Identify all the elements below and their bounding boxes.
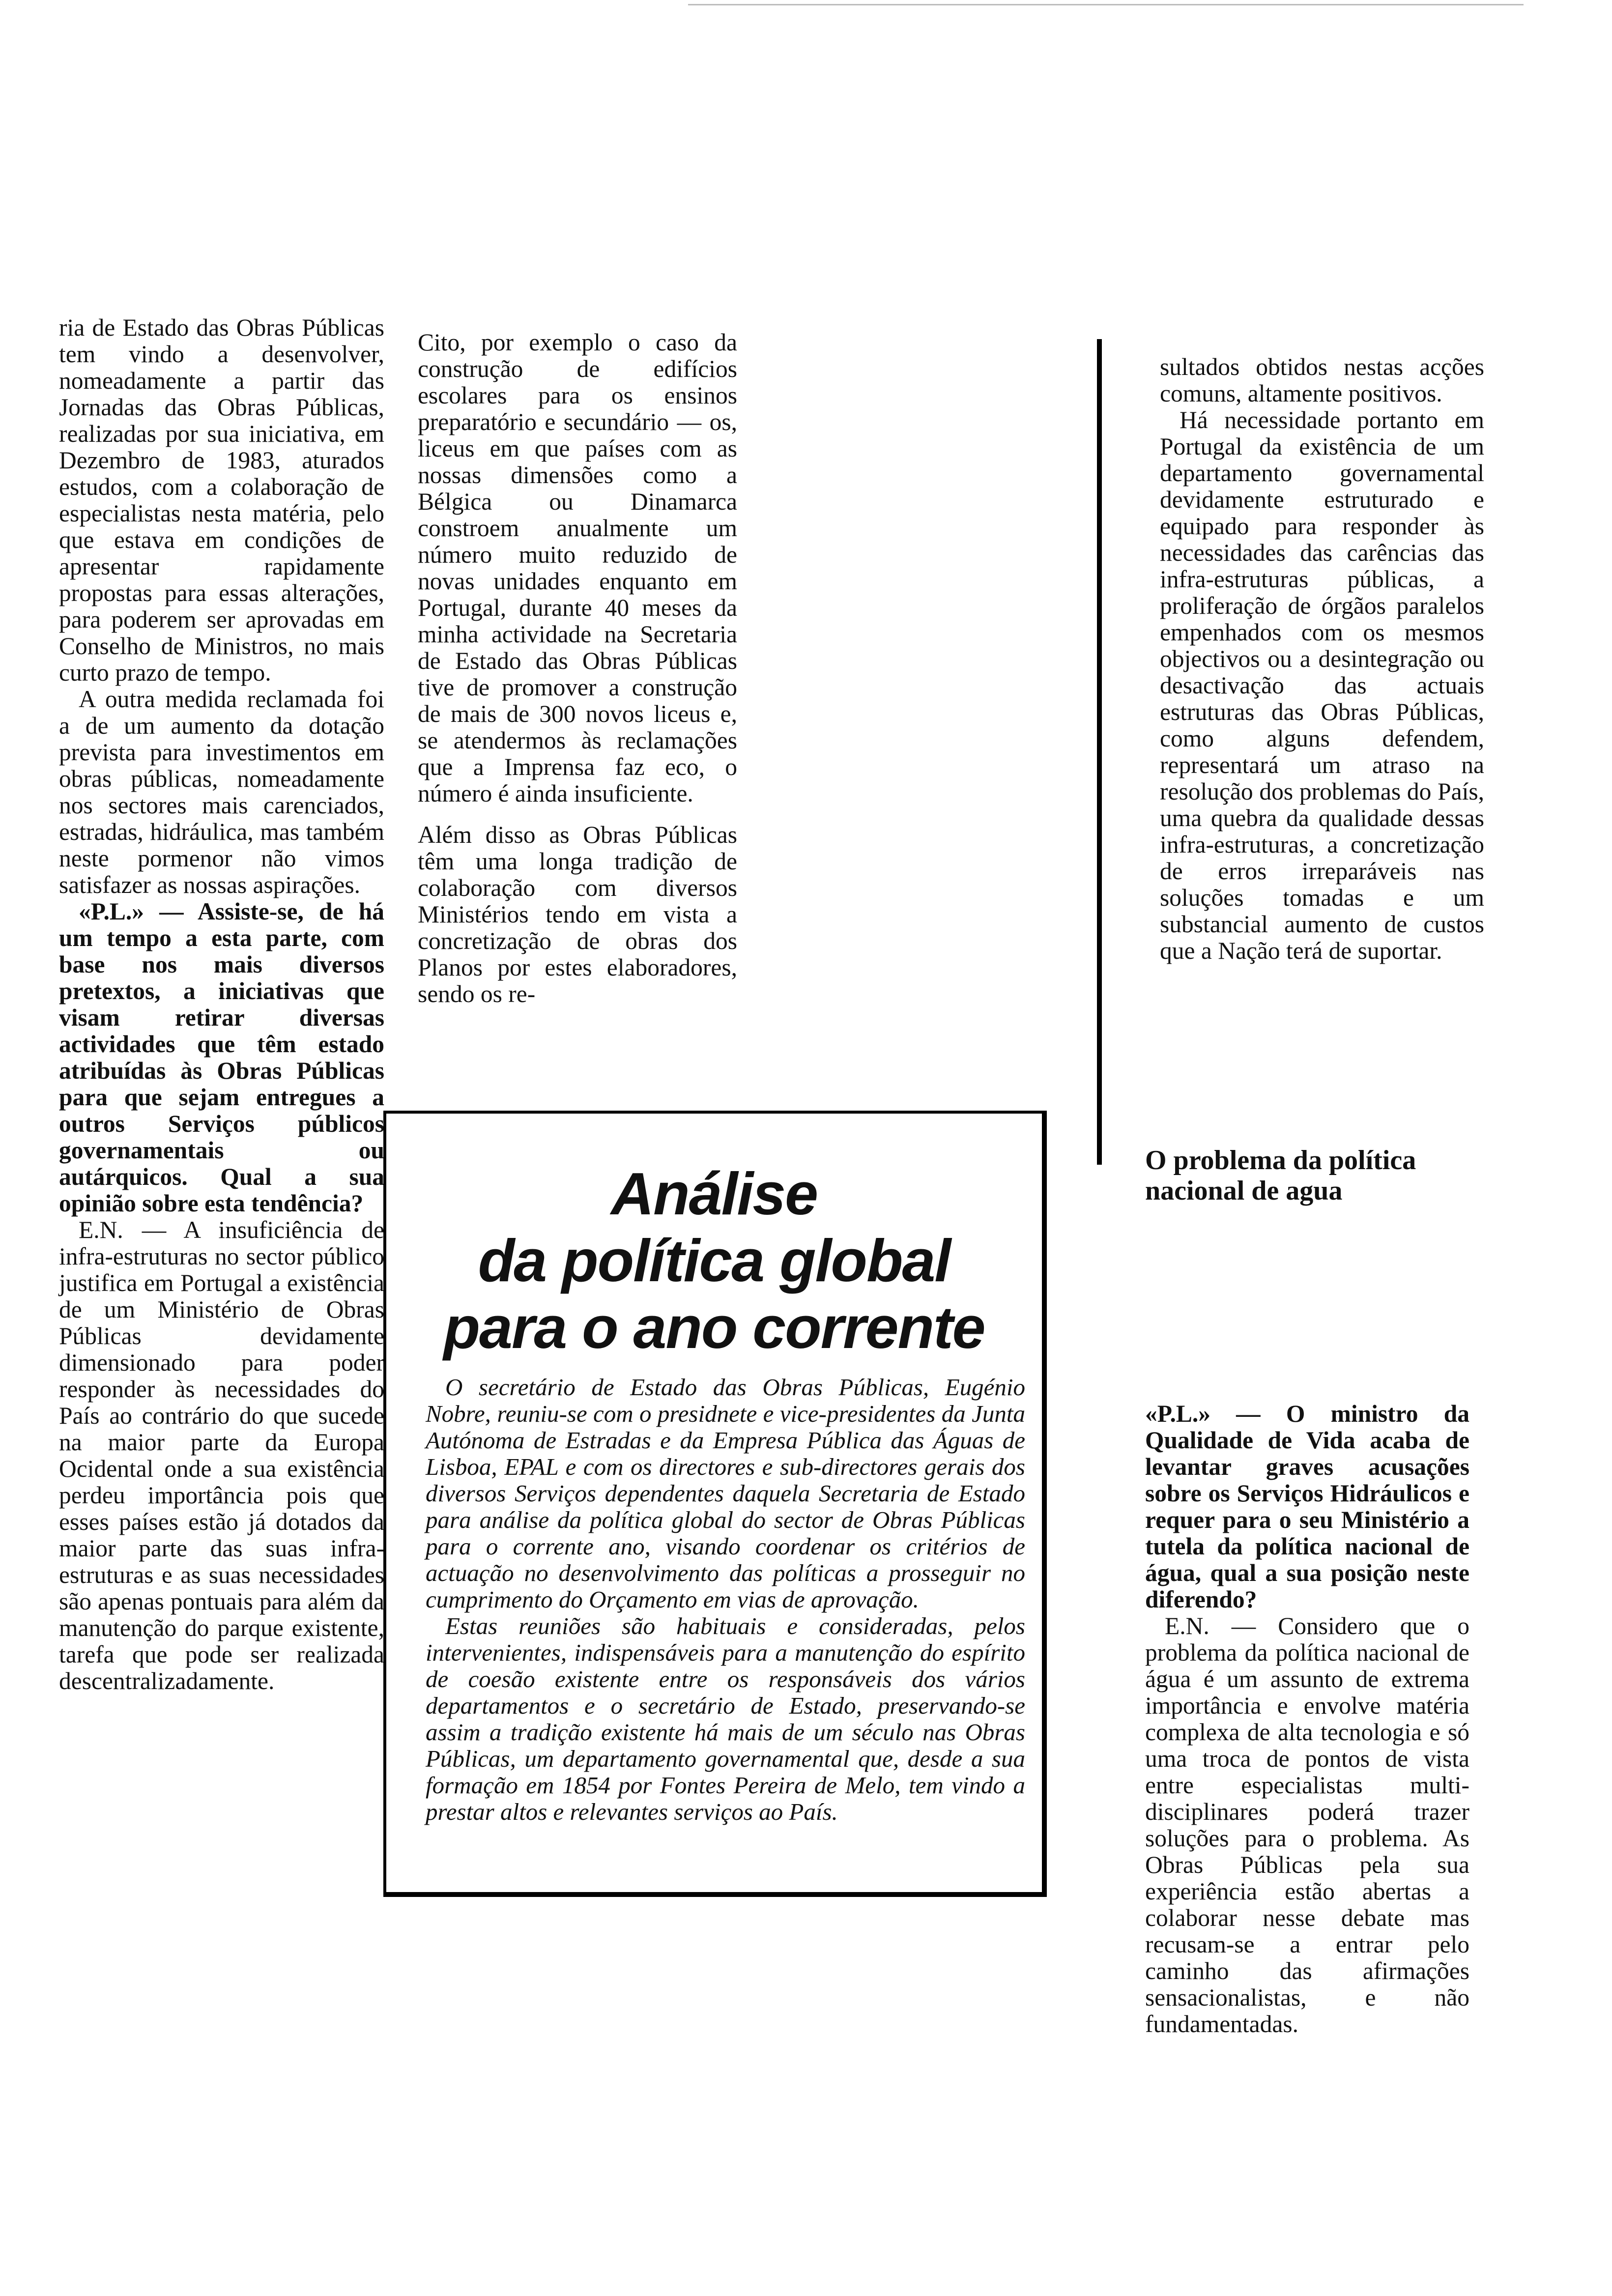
boxed-article [383, 1111, 1047, 1897]
scan-top-edge-line [688, 4, 1524, 5]
boxed-article-body [426, 1374, 1025, 1825]
col3-paragraph: Há necessidade portanto em Portugal da existência de um departamento governamental devidamente estruturado e equipado para responder às necessidades das carências das infra-estruturas públicas, a proliferação de órgãos paralelos empenhados com os mesmos objectivos ou a desintegração ou desactivação das actuais estruturas das Obras Públicas, como alguns defendem, representará um atraso na resolução dos problemas do País, uma quebra da qualidade dessas infra-estruturas, a concretização de erros irreparáveis nas soluções tomadas e um substancial aumento de custos que a Nação terá de suportar. [1160, 406, 1484, 964]
interview-question-pl: «P.L.» — Assiste-se, de há um tempo a esta parte, com base nos mais diversos pretextos, a iniciativas que visam retirar diversas actividades que têm estado atribuídas às Obras Públicas para que sejam entregues a outros Serviços públicos governamentais ou autárquicos. Qual a sua opinião sobre esta tendência? [59, 898, 384, 1217]
col3-paragraph: sultados obtidos nestas acções comuns, altamente positivos. [1160, 353, 1484, 407]
interview-answer-en: E.N. — A insuficiência de infra-estruturas no sector público justifica em Portugal a existência de um Ministério de Obras Públicas devidamente dimensionado para poder responder às necessidades do País ao contrário do que sucede na maior parte da Europa Ocidental onde a sua existência perdeu importância pois que esses países estão já dotados da maior parte das suas infra-estruturas e as suas necessidades são apenas pontuais para além da manutenção do parque existente, tarefa que pode ser realizada descentralizadamente. [59, 1216, 384, 1694]
column-right-lower [1145, 1401, 1469, 2038]
headline-line: para o ano corrente [443, 1294, 985, 1361]
interview-question-pl: «P.L.» — O ministro da Qualidade de Vida acaba de levantar graves acusações sobre os Serviços Hidráulicos e requer para o seu Ministério a tutela da política nacional de água, qual a sua posição neste diferendo? [1145, 1400, 1469, 1613]
section-heading: O problema da política nacional de agua [1145, 1145, 1416, 1206]
column-left [59, 315, 384, 1694]
headline-line: da política global [478, 1227, 950, 1294]
interview-answer-en: E.N. — Considero que o problema da política nacional de água é um assunto de extrema importância e envolve matéria complexa de alta tecnologia e só uma troca de pontos de vista entre especialistas multi-disciplinares poderá trazer soluções para o problema. As Obras Públicas pela sua experiência estão abertas a colaborar nesse debate mas recusam-se a entrar pelo caminho das afirmações sensacionalistas, e não fundamentadas. [1145, 1612, 1469, 2038]
column-middle [418, 329, 737, 1007]
headline-line: Análise [611, 1160, 817, 1227]
column-right [1160, 354, 1484, 964]
col1-paragraph: A outra medida reclamada foi a de um aumento da dotação prevista para investimentos em obras públicas, nomeadamente nos sectores mais carenciados, estradas, hidráulica, mas também neste pormenor não vimos satisfazer as nossas aspirações. [59, 686, 384, 898]
vertical-rule [1097, 339, 1102, 1165]
boxed-paragraph: O secretário de Estado das Obras Públicas, Eugénio Nobre, reuniu-se com o presidnete e vice-presidentes da Junta Autónoma de Estradas e da Empresa Pública das Águas de Lisboa, EPAL e com os directores e sub-directores gerais dos diversos Serviços dependentes daquela Secretaria de Estado para análise da política global do sector de Obras Públicas para o corrente ano, visando coordenar os critérios de actuação no desenvolvimento das políticas a prosseguir no cumprimento do Orçamento em vias de aprovação. [426, 1374, 1025, 1613]
col1-paragraph: ria de Estado das Obras Públicas tem vindo a desenvolver, nomeadamente a partir das Jornadas das Obras Públicas, realizadas por sua iniciativa, em Dezembro de 1983, aturados estudos, com a colaboração de especialistas nesta matéria, pelo que estava em condições de apresentar rapidamente propostas para essas alterações, para poderem ser aprovadas em Conselho de Ministros, no mais curto prazo de tempo. [59, 314, 384, 686]
boxed-paragraph: Estas reuniões são habituais e consideradas, pelos intervenientes, indispensáveis para a manutenção do espírito de coesão existente entre os responsáveis dos vários departamentos e o secretário de Estado, preservando-se assim a tradição existente há mais de um século nas Obras Públicas, um departamento governamental que, desde a sua formação em 1854 por Fontes Pereira de Melo, tem vindo a prestar altos e relevantes serviços ao País. [426, 1612, 1025, 1825]
boxed-article-headline [386, 1160, 1042, 1361]
col2-paragraph: Cito, por exemplo o caso da construção de edifícios escolares para os ensinos preparatório e secundário — os, liceus em que países com as nossas dimensões como a Bélgica ou Dinamarca constroem anualmente um número muito reduzido de novas unidades enquanto em Portugal, durante 40 meses da minha actividade na Secretaria de Estado das Obras Públicas tive de promover a construção de mais de 300 novos liceus e, se atendermos às reclamações que a Imprensa faz eco, o número é ainda insuficiente. [418, 329, 737, 807]
col2-paragraph: Além disso as Obras Públicas têm uma longa tradição de colaboração com diversos Ministérios tendo em vista a concretização de obras dos Planos por estes elaboradores, sendo os re- [418, 821, 737, 1007]
